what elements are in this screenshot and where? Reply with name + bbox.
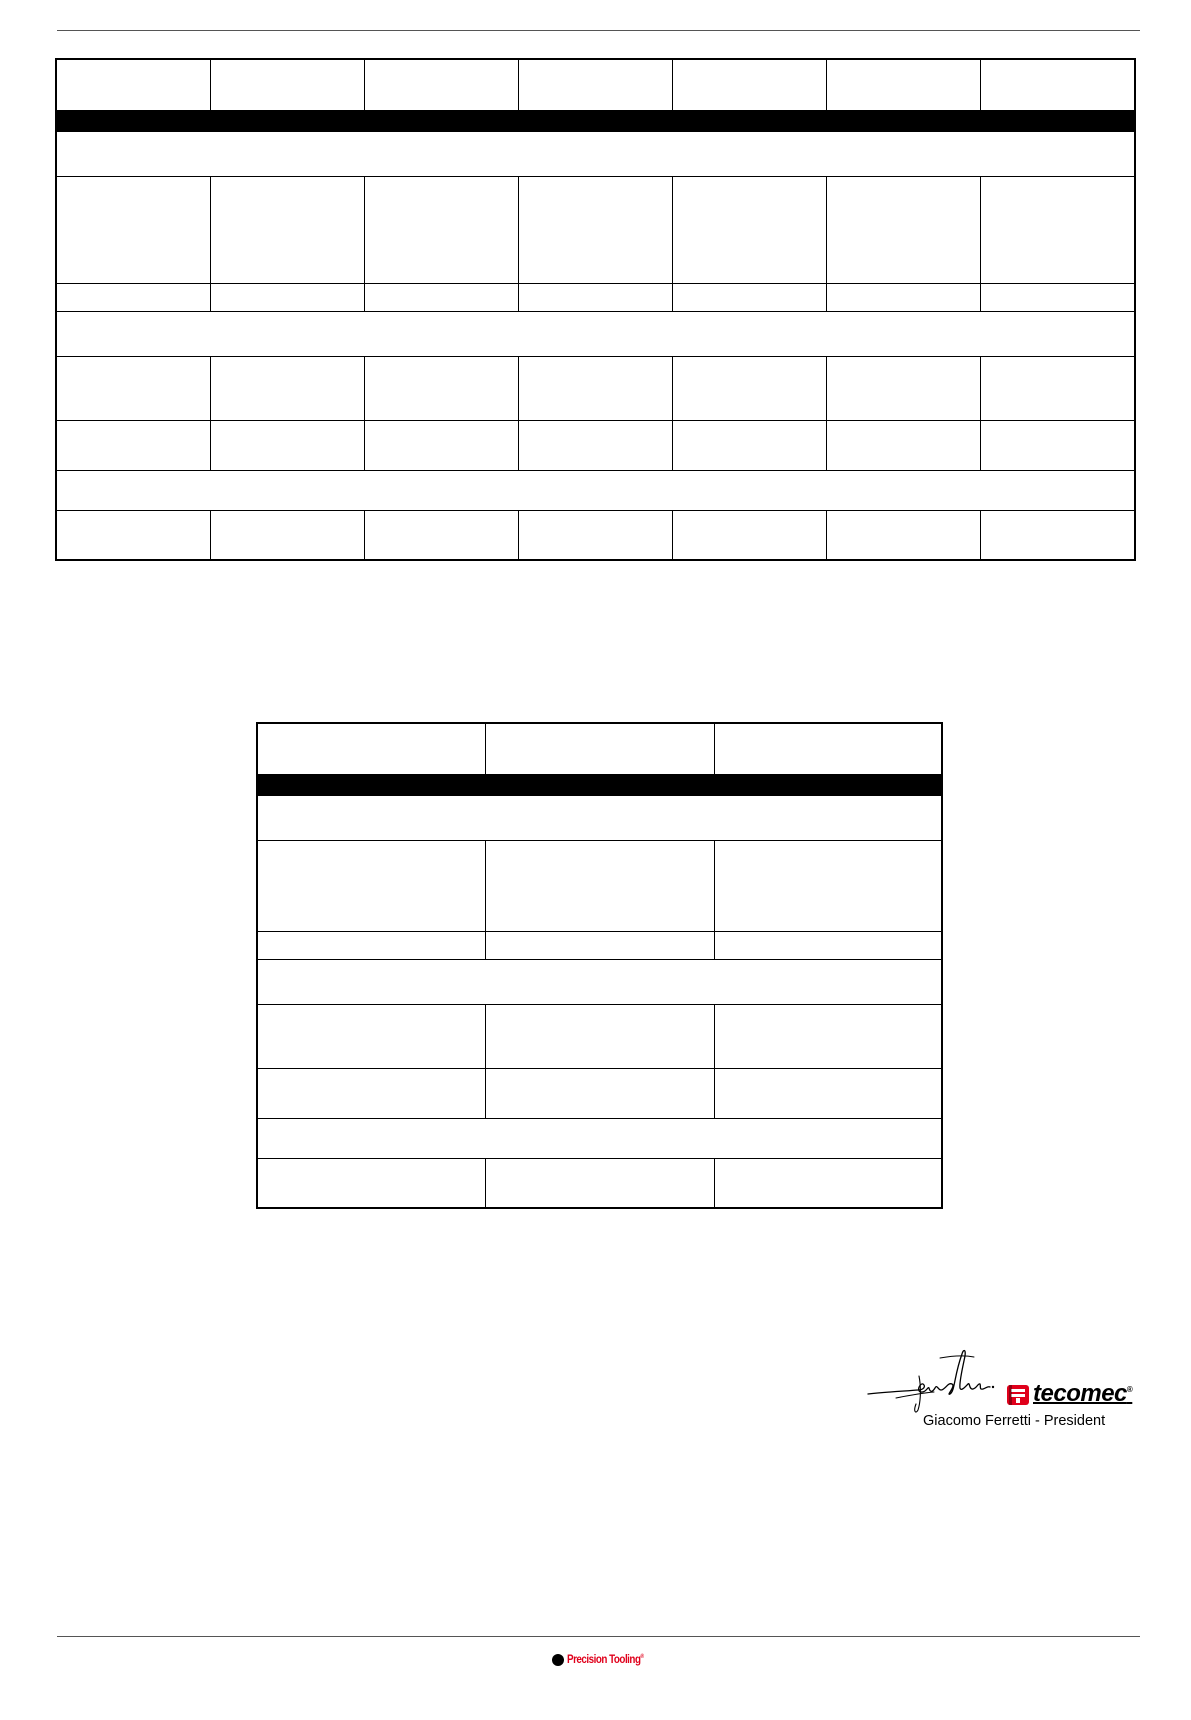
data-table-1: [55, 58, 1136, 561]
section-row: [257, 1118, 942, 1158]
table-row: [257, 1004, 942, 1068]
section-row: [257, 959, 942, 1004]
table-header-row: [257, 723, 942, 774]
header-cell: [257, 723, 485, 774]
top-rule: [57, 30, 1140, 31]
section-row: [56, 131, 1135, 176]
data-table-2: [256, 722, 943, 1209]
table-row: [56, 420, 1135, 470]
section-row: [56, 311, 1135, 356]
header-cell: [714, 723, 942, 774]
header-cell: [672, 59, 826, 110]
signer-caption: Giacomo Ferretti - President: [923, 1413, 1106, 1429]
table-row: [56, 176, 1135, 283]
section-cell: [56, 311, 1135, 356]
bottom-rule: [57, 1636, 1140, 1637]
section-row: [56, 470, 1135, 510]
section-row: [257, 795, 942, 840]
header-cell: [364, 59, 518, 110]
tecomec-logo-icon: [1006, 1384, 1030, 1406]
signature-block: [866, 1346, 1146, 1429]
header-cell: [826, 59, 980, 110]
section-cell: [257, 959, 942, 1004]
black-band-row: [56, 110, 1135, 131]
table-row: [257, 1158, 942, 1208]
header-cell: [980, 59, 1135, 110]
section-cell: [56, 470, 1135, 510]
table-header-row: [56, 59, 1135, 110]
table-row: [56, 510, 1135, 560]
black-band-row: [257, 774, 942, 795]
table-row: [257, 840, 942, 931]
table-row: [56, 283, 1135, 311]
tecomec-wordmark: tecomec®: [1033, 1380, 1133, 1407]
header-cell: [518, 59, 672, 110]
footer-logo-text: Precision Tooling®: [567, 1652, 644, 1666]
handwritten-signature: [866, 1346, 1001, 1416]
section-cell: [257, 795, 942, 840]
table-row: [56, 356, 1135, 420]
section-cell: [257, 1118, 942, 1158]
section-cell: [56, 131, 1135, 176]
table-row: [257, 1068, 942, 1118]
footer-dot-icon: [552, 1654, 564, 1666]
header-cell: [210, 59, 364, 110]
header-cell: [56, 59, 210, 110]
table-row: [257, 931, 942, 959]
header-cell: [485, 723, 714, 774]
